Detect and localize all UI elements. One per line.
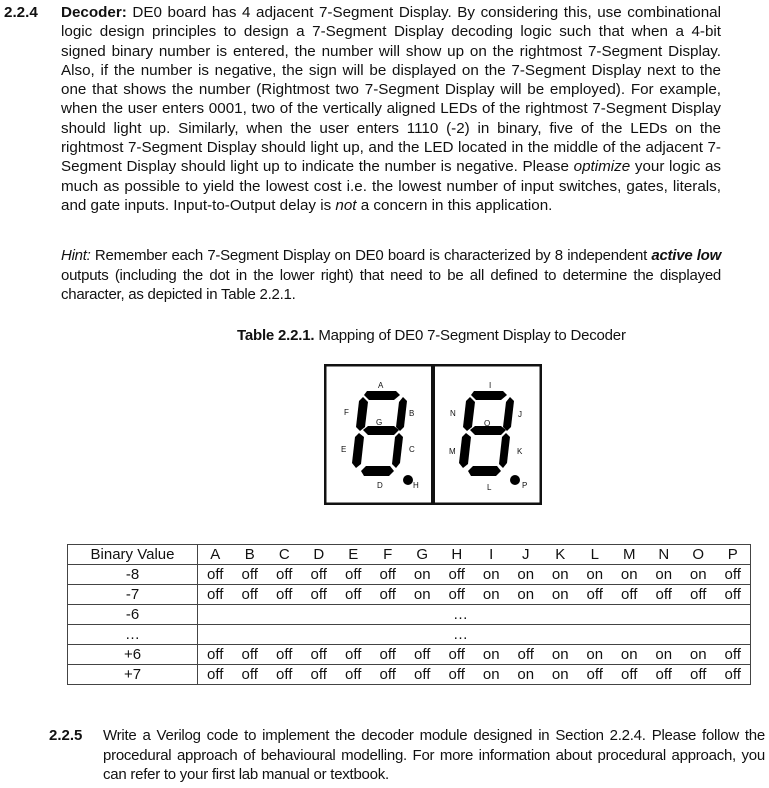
section-number-2-2-5: 2.2.5 — [49, 727, 83, 744]
svg-text:D: D — [377, 481, 383, 490]
svg-text:M: M — [449, 447, 456, 456]
table-row: … … — [68, 625, 751, 645]
table-header-row — [68, 545, 751, 565]
svg-text:K: K — [517, 447, 523, 456]
header-cell: P — [716, 545, 751, 565]
header-cell: C — [267, 545, 302, 565]
svg-text:L: L — [487, 483, 492, 492]
svg-text:O: O — [484, 419, 491, 428]
section-2-2-5-paragraph: Write a Verilog code to implement the decoder module designed in Section 2.2.4. Please follow the procedural approach of behavioural modelling. For more information about procedural approach, you can refer to your first lab manual or textbook. — [103, 727, 765, 784]
svg-text:G: G — [376, 418, 383, 427]
mapping-table — [67, 544, 751, 685]
section-title: Decoder: — [61, 4, 127, 21]
header-cell: B — [233, 545, 268, 565]
table-row: +6 off off off off off off off off on off on on on on on off — [68, 645, 751, 665]
header-cell: O — [681, 545, 716, 565]
svg-text:C: C — [409, 445, 415, 454]
section-number-2-2-4: 2.2.4 — [4, 4, 38, 21]
header-cell: L — [578, 545, 613, 565]
svg-text:E: E — [341, 445, 347, 454]
header-cell: N — [647, 545, 682, 565]
table-caption: Table 2.2.1. Mapping of DE0 7-Segment Display to Decoder — [237, 327, 626, 344]
header-cell: Binary Value — [68, 545, 198, 565]
header-cell: K — [543, 545, 578, 565]
svg-text:I: I — [489, 381, 492, 390]
svg-text:J: J — [518, 410, 522, 419]
svg-text:A: A — [378, 381, 384, 390]
header-cell: H — [440, 545, 475, 565]
table-row: -6 … — [68, 605, 751, 625]
svg-text:P: P — [522, 481, 528, 490]
header-cell: I — [474, 545, 509, 565]
seven-segment-figure — [324, 364, 542, 505]
hint-paragraph: Hint: Remember each 7-Segment Display on DE0 board is characterized by 8 independent active low outputs (including the dot in the lower right) that need to be all defined to determine the displayed character, as depicted in Table 2.2.1. — [61, 247, 721, 304]
header-cell: M — [612, 545, 647, 565]
header-cell: J — [509, 545, 544, 565]
svg-text:B: B — [409, 409, 415, 418]
section-2-2-4-paragraph: Decoder: DE0 board has 4 adjacent 7-Segment Display. By considering this, use combinational logic design principles to design a 7-Segment Display decoding logic such that when a 4-bit signed binary number is entered, the number will show up on the rightmost 7-Segment Display. Also, if the number is negative, the sign will be displayed on the 7-Segment Display next to the one that shows the number (Rightmost two 7-Segment Display will be employed). For example, when the user enters 0001, two of the vertically aligned LEDs of the rightmost 7-Segment Display should light up. Similarly, when the user enters 1110 (-2) in binary, five of the LEDs on the rightmost 7-Segment Display should light up, and the LED located in the middle of the adjacent 7-Segment Display should light up to indicate the number is negative. Please optimize your logic as much as possible to yield the lowest cost i.e. the lowest number of input switches, gates, literals, and gate inputs. Input-to-Output delay is not a concern in this application. — [61, 4, 721, 214]
table-row: -7 off off off off off off on off on on on off off off off off — [68, 585, 751, 605]
header-cell: A — [198, 545, 233, 565]
header-cell: G — [405, 545, 440, 565]
svg-text:F: F — [344, 408, 349, 417]
table-row: -8 off off off off off off on off on on on on on on on off — [68, 565, 751, 585]
svg-text:H: H — [413, 481, 419, 490]
table-row: +7 off off off off off off off off on on on off off off off off — [68, 665, 751, 685]
header-cell: D — [302, 545, 337, 565]
header-cell: E — [336, 545, 371, 565]
svg-text:N: N — [450, 409, 456, 418]
header-cell: F — [371, 545, 406, 565]
